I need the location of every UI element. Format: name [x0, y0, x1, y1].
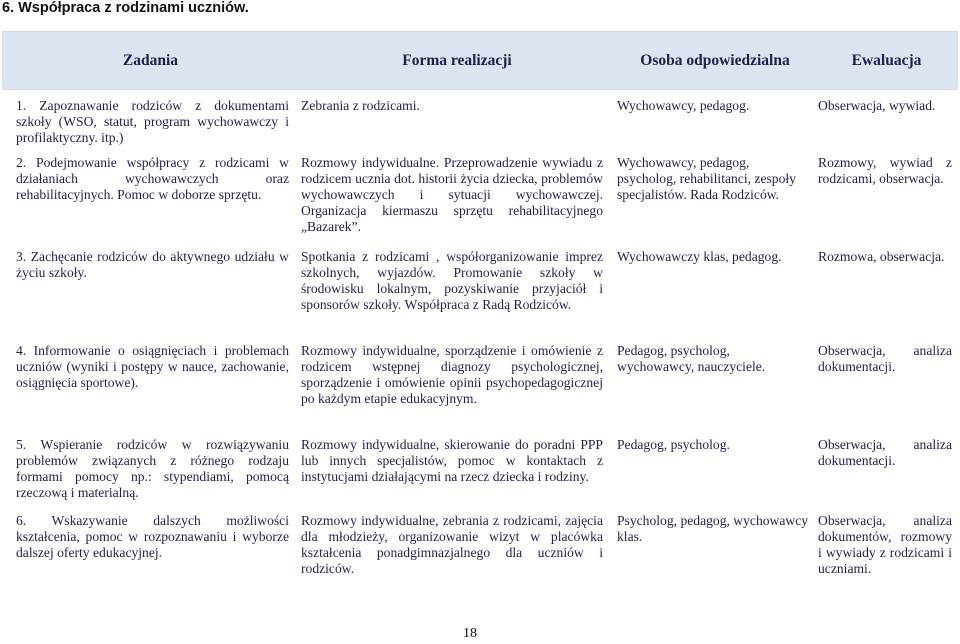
- evaluation-cell: Obserwacja, wywiad.: [818, 98, 936, 113]
- form-cell: Zebrania z rodzicami.: [301, 98, 420, 113]
- form-cell: Rozmowy indywidualne. Przeprowadzenie wywiadu z rodzicem ucznia dot. historii życia dziecka, problemów wychowawczych i sytuacji wychowawczej. Organizacja kiermaszu sprzętu rehabilitacyjnego „Bazarek”.: [301, 154, 603, 235]
- evaluation-cell: Rozmowa, obserwacja.: [818, 248, 945, 264]
- person-cell: Wychowawcy, pedagog, psycholog, rehabilitanci, zespoły specjalistów. Rada Rodziców.: [617, 154, 796, 202]
- task-cell: 2. Podejmowanie współpracy z rodzicami w działaniach wychowawczych oraz rehabilitacyjnych. Pomoc w doborze sprzętu.: [16, 154, 289, 202]
- section-title: 6. Współpraca z rodzinami uczniów.: [2, 0, 249, 16]
- evaluation-cell: Obserwacja, analiza dokumentacji.: [818, 342, 952, 374]
- table-row: [2, 343, 958, 437]
- evaluation-cell: Rozmowy, wywiad z rodzicami, obserwacja.: [818, 154, 952, 186]
- header-form: Forma realizacji: [299, 32, 615, 90]
- evaluation-cell: Obserwacja, analiza dokumentów, rozmowy i wywiady z rodzicami i uczniami.: [818, 512, 952, 577]
- table-row: [2, 90, 958, 155]
- task-cell: 6. Wskazywanie dalszych możliwości kształcenia, pomoc w rozpoznawaniu i wyborze dalszej oferty edukacyjnej.: [16, 512, 289, 560]
- header-person: Osoba odpowiedzialna: [615, 32, 815, 90]
- table-header-row: [2, 32, 958, 90]
- form-cell: Rozmowy indywidualne, skierowanie do poradni PPP lub innych specjalistów, pomoc w kontaktach z instytucjami działającymi na rzecz dziecka i rodziny.: [301, 436, 603, 484]
- task-cell: 5. Wspieranie rodziców w rozwiązywaniu problemów związanych z różnego rodzaju formami pomocy np.: stypendiami, pomocą rzeczową i materialną.: [16, 436, 289, 501]
- task-cell: 4. Informowanie o osiągnięciach i problemach uczniów (wyniki i postępy w nauce, zachowanie, osiągnięcia sportowe).: [16, 342, 289, 390]
- form-cell: Rozmowy indywidualne, sporządzenie i omówienie z rodzicem wstępnej diagnozy psychologicznej, sporządzenie i omówienie opinii psychopedagogicznej po każdym etapie edukacyjnym.: [301, 342, 603, 407]
- page-number: 18: [463, 626, 477, 641]
- cooperation-table: [2, 31, 958, 601]
- form-cell: Rozmowy indywidualne, zebrania z rodzicami, zajęcia dla młodzieży, organizowanie wizyt w placówka kształcenia ponadgimnazjalnego dla uczniów i rodziców.: [301, 512, 603, 577]
- header-evaluation: Ewaluacja: [815, 32, 958, 90]
- table-row: [2, 249, 958, 343]
- task-cell: 3. Zachęcanie rodziców do aktywnego udziału w życiu szkoły.: [16, 248, 289, 280]
- table-row: [2, 155, 958, 249]
- evaluation-cell: Obserwacja, analiza dokumentacji.: [818, 436, 952, 468]
- person-cell: Pedagog, psycholog.: [617, 436, 730, 452]
- form-cell: Spotkania z rodzicami , współorganizowanie imprez szkolnych, wyjazdów. Promowanie szkoły w środowisku lokalnym, pozyskiwanie przyjaciół i sponsorów szkoły. Współpraca z Radą Rodziców.: [301, 248, 603, 313]
- person-cell: Pedagog, psycholog, wychowawcy, nauczyciele.: [617, 342, 766, 374]
- person-cell: Wychowawcy, pedagog.: [617, 98, 750, 113]
- table-row: [2, 437, 958, 513]
- header-tasks: Zadania: [2, 32, 299, 90]
- person-cell: Psycholog, pedagog, wychowawcy klas.: [617, 512, 809, 544]
- table-row: [2, 513, 958, 601]
- person-cell: Wychowawczy klas, pedagog.: [617, 248, 782, 264]
- task-cell: 1. Zapoznawanie rodziców z dokumentami szkoły (WSO, statut, program wychowawczy i profilaktyczny. itp.): [16, 98, 289, 146]
